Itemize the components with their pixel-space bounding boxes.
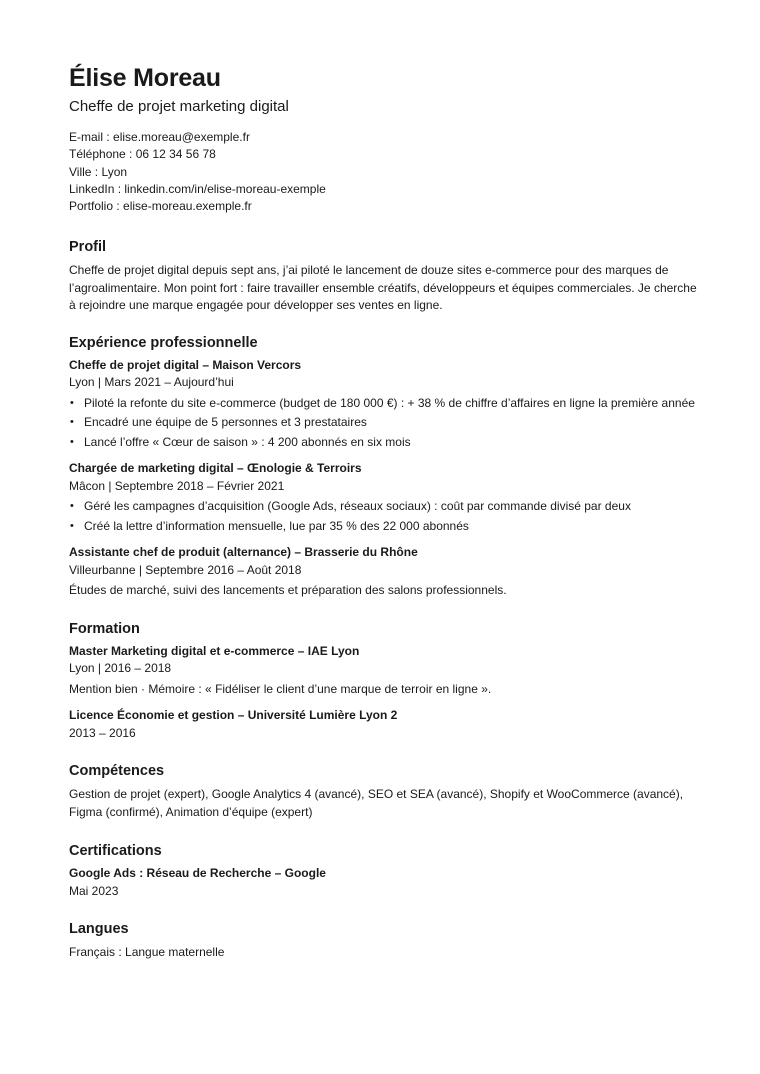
education-description: Mention bien · Mémoire : « Fidéliser le client d’une marque de terroir en ligne ».: [69, 681, 492, 696]
job-entry: [69, 544, 699, 600]
contact-phone: Téléphone : 06 12 34 56 78: [69, 147, 216, 162]
certification-date: Mai 2023: [69, 883, 119, 898]
contact-portfolio-value: elise-moreau.exemple.fr: [123, 199, 252, 214]
job-title: Chargée de marketing digital – Œnologie & Terroirs: [69, 461, 362, 476]
contact-linkedin-value: linkedin.com/in/elise-moreau-exemple: [124, 181, 326, 196]
contact-email-value: elise.moreau@exemple.fr: [113, 130, 250, 144]
contact-portfolio: Portfolio : elise-moreau.exemple.fr: [69, 199, 252, 214]
contact-portfolio-label: Portfolio: [69, 199, 114, 214]
job-meta: Villeurbanne | Septembre 2016 – Août 2018: [69, 562, 302, 577]
education-entry: [69, 707, 699, 742]
certifications-heading: Certifications: [69, 843, 162, 860]
education-title: Licence Économie et gestion – Université Lumière Lyon 2: [69, 708, 398, 723]
job-bullet: • Piloté la refonte du site e-commerce (budget de 180 000 €) : + 38 % de chiffre d’affaires en ligne la première année: [84, 395, 699, 413]
certification-entry: [69, 865, 699, 900]
contact-list: [69, 129, 699, 215]
experience-heading: Expérience professionnelle: [69, 334, 258, 351]
contact-phone-value: 06 12 34 56 78: [135, 147, 216, 162]
certification-title: Google Ads : Réseau de Recherche – Google: [69, 866, 326, 881]
contact-email-label: E-mail: [69, 130, 104, 144]
skills-heading: Compétences: [69, 763, 165, 780]
profile-text: Cheffe de projet digital depuis sept ans, j’ai piloté le lancement de douze sites e-commerce pour des marques de l’agroalimentaire. Mon point fort : faire travailler ensemble créatifs, développeurs et équipes commerciales. Je cherche à rejoindre une marque engagée pour développer ses ventes en ligne.: [69, 263, 697, 313]
contact-linkedin-label: LinkedIn: [69, 181, 115, 196]
candidate-name: Élise Moreau: [69, 64, 221, 92]
job-bullet: • Géré les campagnes d’acquisition (Google Ads, réseaux sociaux) : coût par commande divisé par deux: [84, 498, 699, 516]
job-title: Cheffe de projet digital – Maison Vercors: [69, 357, 302, 372]
education-heading: Formation: [69, 620, 140, 637]
education-meta: Lyon | 2016 – 2018: [69, 661, 172, 676]
contact-city-label: Ville: [69, 164, 92, 179]
languages-text: Français : Langue maternelle: [69, 945, 225, 960]
contact-phone-label: Téléphone: [69, 147, 126, 162]
job-bullets: [69, 498, 699, 535]
profile-heading: Profil: [69, 239, 107, 256]
education-title: Master Marketing digital et e-commerce – IAE Lyon: [69, 643, 360, 658]
candidate-title: Cheffe de projet marketing digital: [69, 98, 289, 115]
job-meta: Mâcon | Septembre 2018 – Février 2021: [69, 478, 285, 493]
education-entry: [69, 643, 699, 699]
contact-email: E-mail : elise.moreau@exemple.fr: [69, 130, 250, 144]
contact-city-value: Lyon: [101, 164, 128, 179]
job-bullet: • Créé la lettre d’information mensuelle, lue par 35 % des 22 000 abonnés: [84, 518, 699, 536]
languages-heading: Langues: [69, 921, 129, 938]
job-entry: [69, 460, 699, 535]
education-meta: 2013 – 2016: [69, 725, 136, 740]
resume-page: [69, 62, 699, 962]
job-entry: [69, 357, 699, 452]
contact-linkedin: LinkedIn : linkedin.com/in/elise-moreau-exemple: [69, 181, 326, 196]
skills-text: Gestion de projet (expert), Google Analytics 4 (avancé), SEO et SEA (avancé), Shopify et WooCommerce (avancé), Figma (confirmé), Animation d’équipe (expert): [69, 787, 684, 819]
contact-city: Ville : Lyon: [69, 164, 128, 179]
job-title: Assistante chef de produit (alternance) – Brasserie du Rhône: [69, 545, 418, 560]
job-description: Études de marché, suivi des lancements et préparation des salons professionnels.: [69, 583, 507, 598]
job-bullet: • Lancé l’offre « Cœur de saison » : 4 200 abonnés en six mois: [84, 434, 699, 452]
job-meta: Lyon | Mars 2021 – Aujourd’hui: [69, 375, 234, 390]
job-bullet: • Encadré une équipe de 5 personnes et 3 prestataires: [84, 414, 699, 432]
job-bullets: [69, 395, 699, 452]
